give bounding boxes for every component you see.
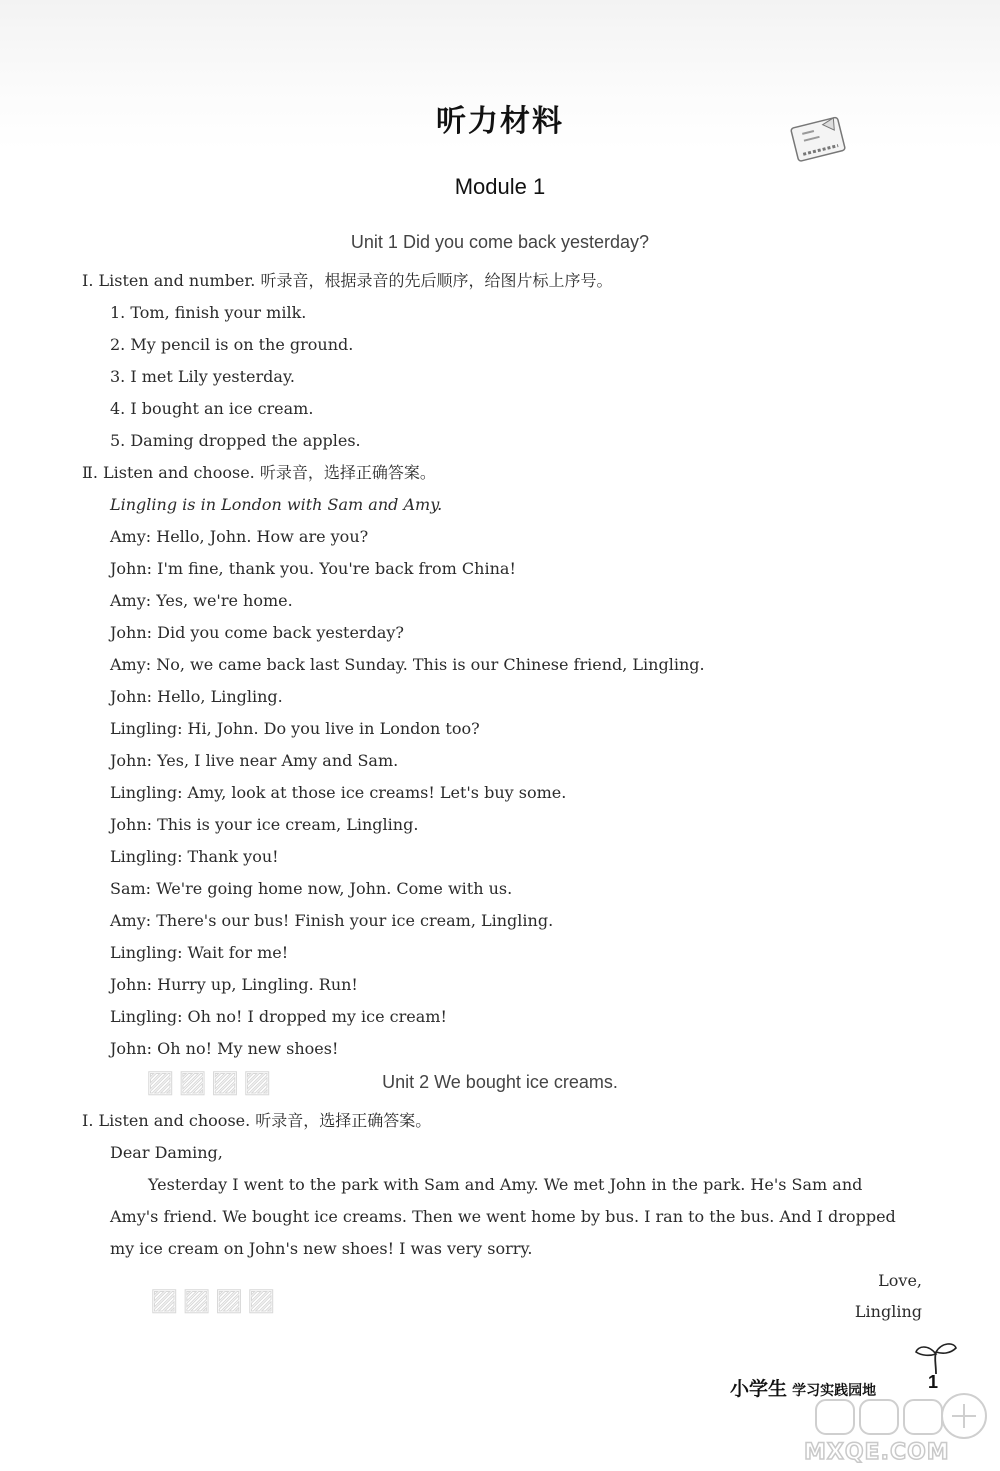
letter-signature: Lingling	[854, 1302, 922, 1321]
list-item: 2. My pencil is on the ground.	[110, 335, 354, 354]
list-item: 5. Daming dropped the apples.	[110, 431, 361, 450]
dialogue-line: Lingling: Wait for me!	[110, 943, 289, 962]
page-number: 1	[928, 1372, 939, 1392]
dialogue-line: Amy: There's our bus! Finish your ice cream, Lingling.	[110, 911, 554, 930]
sprout-icon	[912, 1340, 960, 1376]
list-item: 3. I met Lily yesterday.	[110, 367, 295, 386]
dialogue-line: Amy: No, we came back last Sunday. This is our Chinese friend, Lingling.	[110, 655, 705, 674]
unit1-heading: Unit 1 Did you come back yesterday?	[350, 232, 650, 252]
dialogue-intro: Lingling is in London with Sam and Amy.	[110, 495, 443, 514]
brand-sub: 学习实践园地	[792, 1383, 877, 1399]
module-title: Module 1	[454, 174, 546, 199]
dialogue-line: John: Hello, Lingling.	[110, 687, 283, 706]
dialogue-line: Lingling: Hi, John. Do you live in London too?	[110, 719, 480, 738]
site-watermark-text: MXQE.COM	[804, 1440, 950, 1465]
dialogue-line: Sam: We're going home now, John. Come with us.	[110, 879, 513, 898]
dialogue-line: Amy: Hello, John. How are you?	[110, 527, 369, 546]
watermark: ▨▨▨▨	[150, 1282, 280, 1317]
letter-body-line: Amy's friend. We bought ice creams. Then we went home by bus. I ran to the bus. And I dropped	[110, 1207, 896, 1226]
letter-closing: Love,	[878, 1271, 922, 1290]
dialogue-line: John: Hurry up, Lingling. Run!	[110, 975, 358, 994]
brand-main: 小学生	[730, 1378, 788, 1400]
dialogue-line: John: Did you come back yesterday?	[110, 623, 404, 642]
unit1-section1-title: Ⅰ. Listen and number. 听录音，根据录音的先后顺序，给图片标上序号。	[82, 271, 613, 290]
notebook-icon	[786, 112, 852, 166]
letter-greeting: Dear Daming,	[110, 1143, 223, 1162]
watermark: ▨▨▨▨	[146, 1064, 276, 1099]
unit2-heading: Unit 2 We bought ice creams.	[382, 1072, 618, 1092]
page-title: 听力材料	[436, 104, 564, 139]
letter-body-line: my ice cream on John's new shoes! I was very sorry.	[110, 1239, 533, 1258]
list-item: 1. Tom, finish your milk.	[110, 303, 307, 322]
dialogue-line: Lingling: Oh no! I dropped my ice cream!	[110, 1007, 447, 1026]
dialogue-line: John: This is your ice cream, Lingling.	[110, 815, 419, 834]
unit2-section1-title: Ⅰ. Listen and choose. 听录音，选择正确答案。	[82, 1111, 432, 1130]
dialogue-line: Amy: Yes, we're home.	[110, 591, 293, 610]
list-item: 4. I bought an ice cream.	[110, 399, 314, 418]
dialogue-line: John: I'm fine, thank you. You're back from China!	[110, 559, 516, 578]
letter-body-line: Yesterday I went to the park with Sam and Amy. We met John in the park. He's Sam and	[148, 1175, 863, 1194]
dialogue-line: John: Yes, I live near Amy and Sam.	[110, 751, 399, 770]
unit1-section2-title: Ⅱ. Listen and choose. 听录音，选择正确答案。	[82, 463, 436, 482]
dialogue-line: Lingling: Thank you!	[110, 847, 279, 866]
dialogue-line: John: Oh no! My new shoes!	[110, 1039, 339, 1058]
dialogue-line: Lingling: Amy, look at those ice creams! Let's buy some.	[110, 783, 567, 802]
